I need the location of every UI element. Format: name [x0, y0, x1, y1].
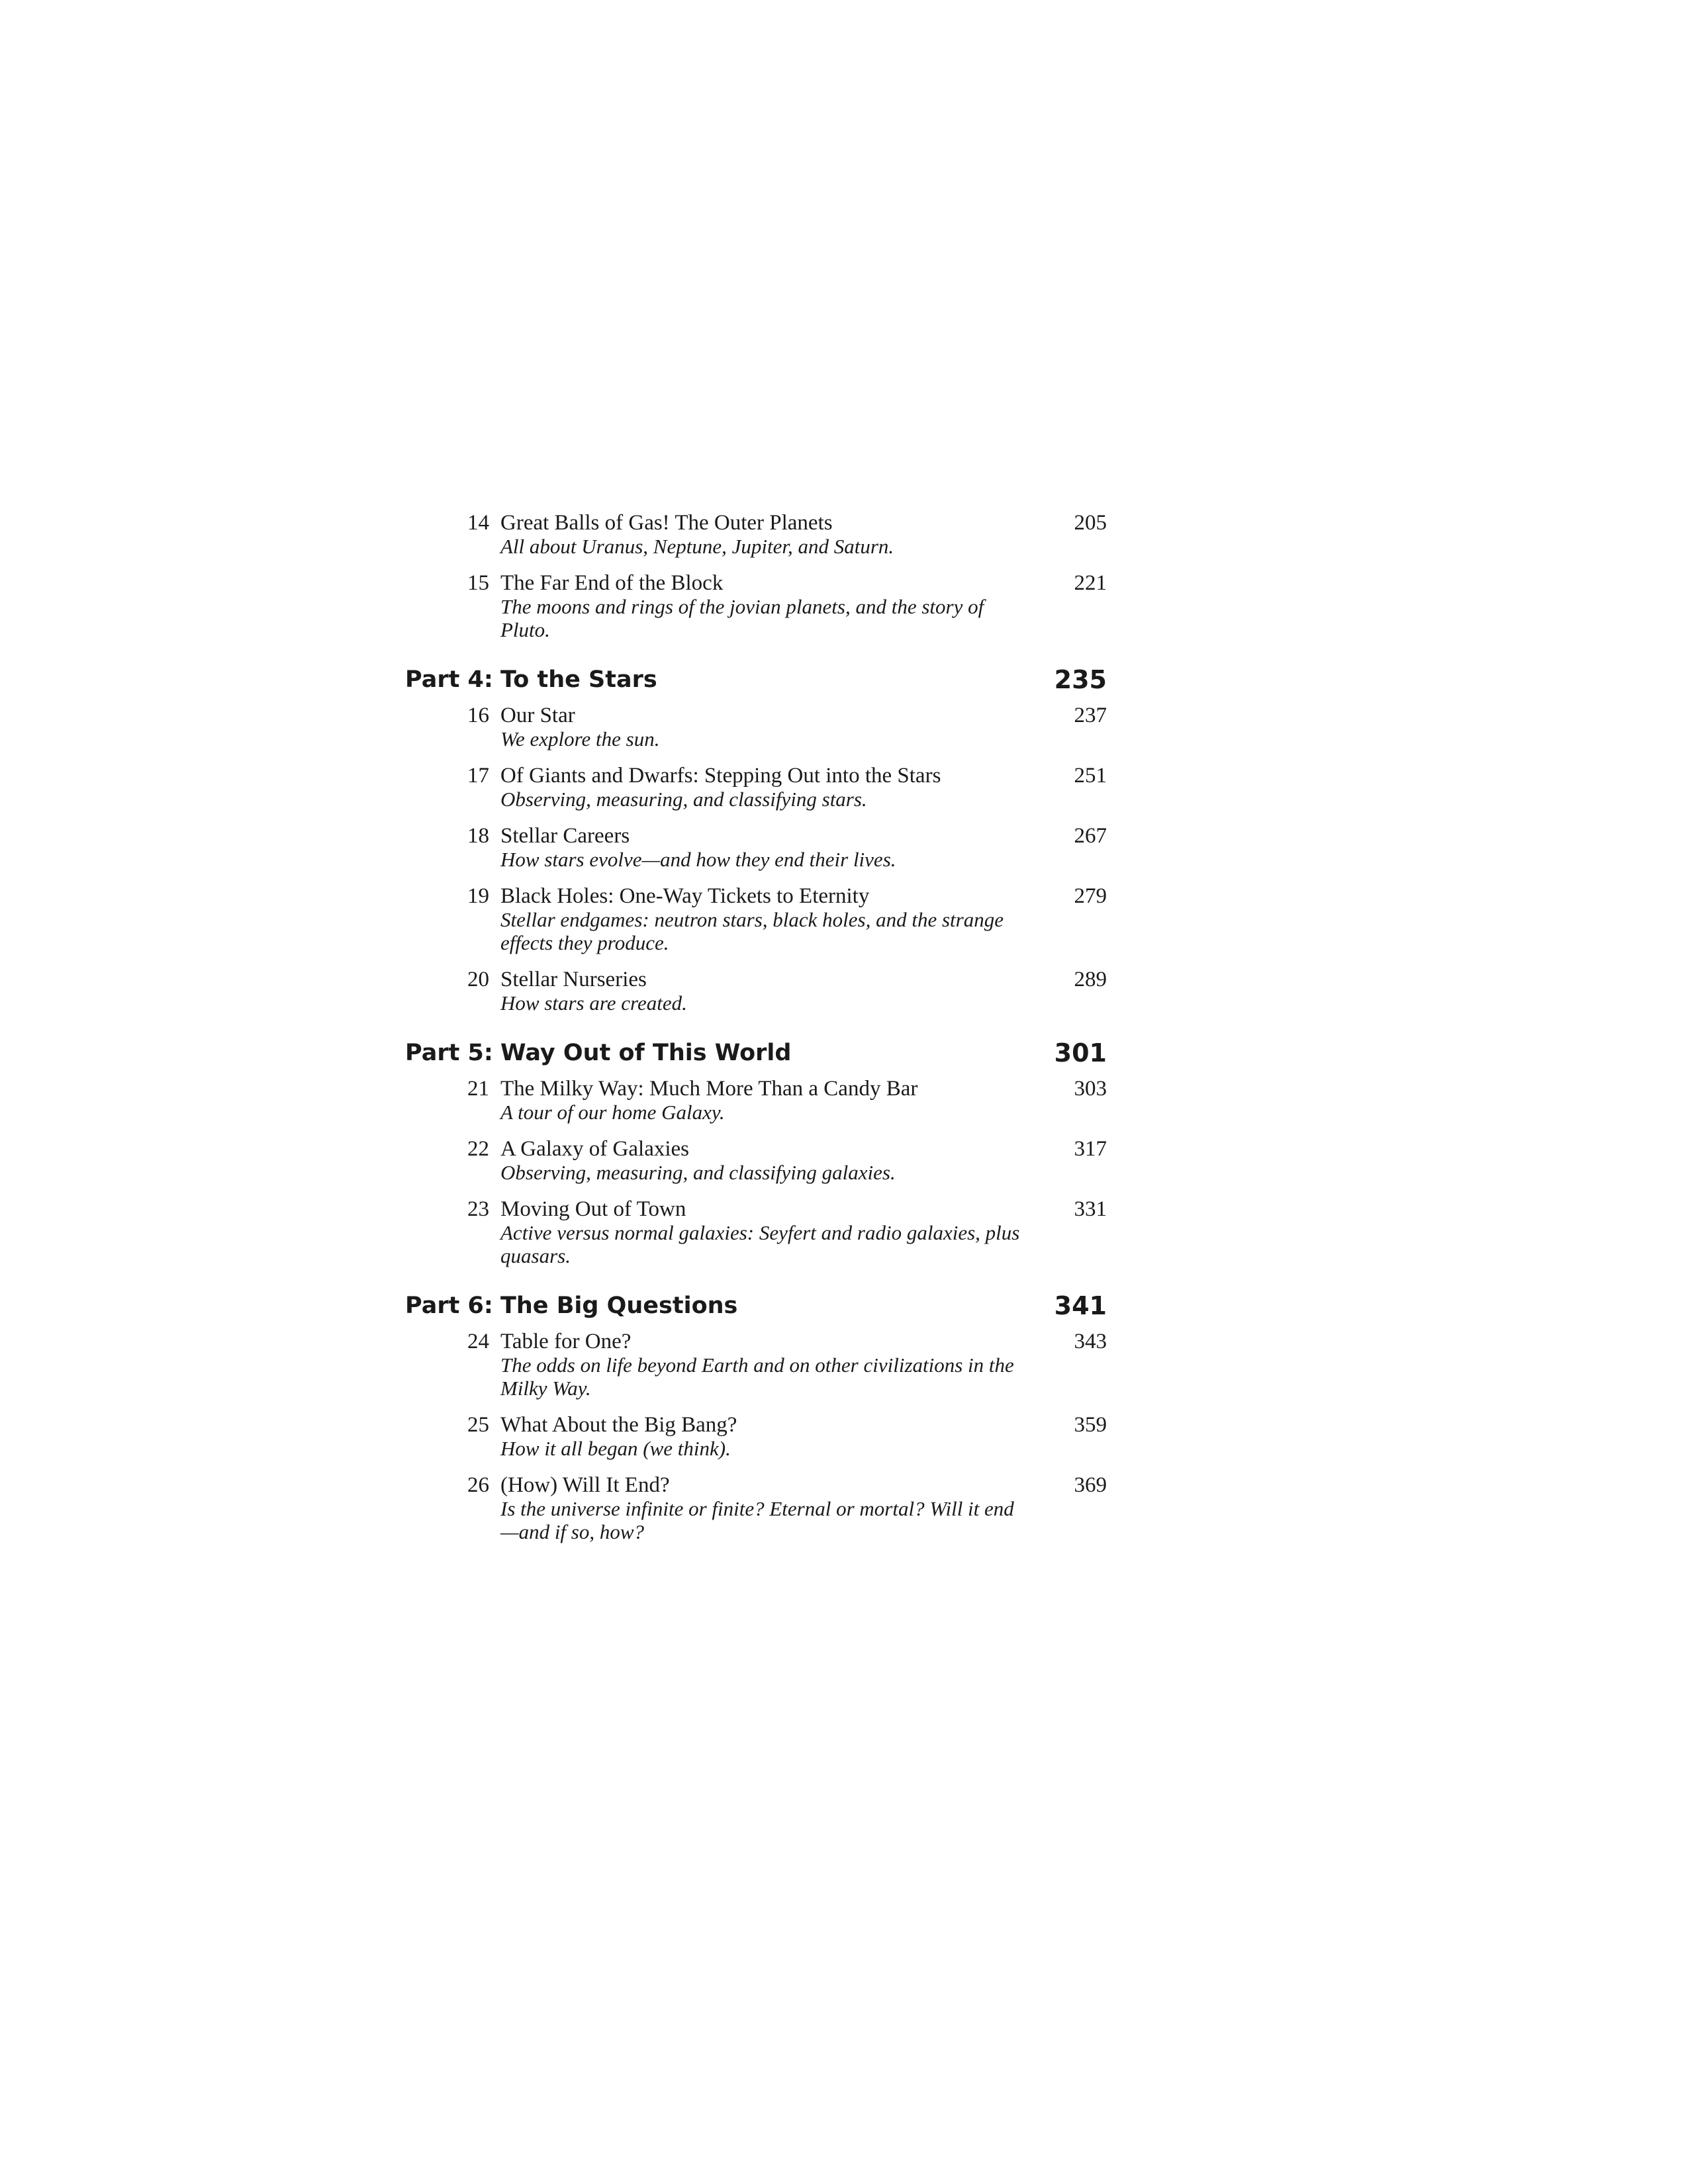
chapter-number: 21 — [467, 1077, 489, 1101]
chapter-description: How it all began (we think). — [500, 1437, 731, 1460]
chapter-description: Stellar endgames: neutron stars, black holes, and the strange effects they produce. — [500, 908, 1004, 954]
part-page-number: 341 — [1054, 1291, 1107, 1320]
chapter-description: How stars are created. — [500, 991, 687, 1015]
chapter-title: The Milky Way: Much More Than a Candy Bar — [500, 1077, 918, 1101]
chapter-description: How stars evolve—and how they end their lives. — [500, 848, 896, 871]
part-label: Part 5: — [405, 1040, 493, 1066]
chapter-number: 16 — [467, 704, 489, 727]
chapter-title: Moving Out of Town — [500, 1197, 686, 1221]
chapter-page-number: 267 — [1074, 824, 1107, 848]
chapter-title: Stellar Nurseries — [500, 968, 647, 991]
chapter-page-number: 279 — [1074, 884, 1107, 908]
chapter-number: 19 — [467, 884, 489, 908]
chapter-page-number: 251 — [1074, 764, 1107, 788]
chapter-title: A Galaxy of Galaxies — [500, 1137, 689, 1161]
chapter-title: Of Giants and Dwarfs: Stepping Out into the Stars — [500, 764, 941, 788]
chapter-page-number: 317 — [1074, 1137, 1107, 1161]
chapter-number: 25 — [467, 1413, 489, 1437]
chapter-page-number: 221 — [1074, 571, 1107, 595]
chapter-title: Table for One? — [500, 1330, 632, 1353]
part-title: To the Stars — [500, 666, 657, 693]
toc-chapter-entry — [405, 884, 1107, 954]
chapter-description: Active versus normal galaxies: Seyfert and radio galaxies, plus quasars. — [500, 1221, 1020, 1267]
chapter-description: The moons and rings of the jovian planets, and the story of Pluto. — [500, 595, 984, 641]
toc-chapter-entry — [405, 764, 1107, 811]
toc-chapter-entry — [405, 571, 1107, 641]
toc-chapter-entry — [405, 1473, 1107, 1543]
toc-chapter-entry — [405, 1413, 1107, 1460]
chapter-number: 17 — [467, 764, 489, 788]
chapter-title: Our Star — [500, 704, 575, 727]
chapter-description: Observing, measuring, and classifying stars. — [500, 788, 867, 811]
chapter-description: All about Uranus, Neptune, Jupiter, and Saturn. — [500, 535, 894, 558]
part-title: Way Out of This World — [500, 1040, 792, 1066]
part-label: Part 4: — [405, 666, 493, 693]
chapter-number: 18 — [467, 824, 489, 848]
chapter-title: Black Holes: One-Way Tickets to Eternity — [500, 884, 870, 908]
chapter-title: What About the Big Bang? — [500, 1413, 737, 1437]
chapter-title: Stellar Careers — [500, 824, 630, 848]
chapter-title: The Far End of the Block — [500, 571, 724, 595]
chapter-number: 20 — [467, 968, 489, 991]
chapter-page-number: 331 — [1074, 1197, 1107, 1221]
part-title: The Big Questions — [500, 1293, 738, 1319]
toc-chapter-entry — [405, 704, 1107, 751]
chapter-number: 15 — [467, 571, 489, 595]
toc-chapter-entry — [405, 1077, 1107, 1124]
toc-part-heading — [405, 665, 1107, 694]
chapter-page-number: 369 — [1074, 1473, 1107, 1497]
toc-chapter-entry — [405, 1197, 1107, 1267]
chapter-page-number: 359 — [1074, 1413, 1107, 1437]
chapter-title: (How) Will It End? — [500, 1473, 670, 1497]
chapter-number: 22 — [467, 1137, 489, 1161]
chapter-page-number: 237 — [1074, 704, 1107, 727]
toc-chapter-entry — [405, 1330, 1107, 1400]
toc-chapter-entry — [405, 824, 1107, 871]
chapter-title: Great Balls of Gas! The Outer Planets — [500, 511, 833, 535]
chapter-description: We explore the sun. — [500, 727, 660, 751]
toc-chapter-entry — [405, 1137, 1107, 1184]
toc-chapter-entry — [405, 968, 1107, 1015]
chapter-description: Is the universe infinite or finite? Eternal or mortal? Will it end—and if so, how? — [500, 1497, 1014, 1543]
toc-part-heading — [405, 1291, 1107, 1320]
chapter-page-number: 343 — [1074, 1330, 1107, 1353]
chapter-description: A tour of our home Galaxy. — [500, 1101, 725, 1124]
toc-part-heading — [405, 1038, 1107, 1068]
part-label: Part 6: — [405, 1293, 493, 1319]
chapter-description: Observing, measuring, and classifying galaxies. — [500, 1161, 896, 1184]
chapter-page-number: 303 — [1074, 1077, 1107, 1101]
part-page-number: 301 — [1054, 1038, 1107, 1068]
chapter-number: 23 — [467, 1197, 489, 1221]
chapter-number: 26 — [467, 1473, 489, 1497]
part-page-number: 235 — [1054, 665, 1107, 694]
chapter-page-number: 205 — [1074, 511, 1107, 535]
table-of-contents — [405, 511, 1107, 1557]
chapter-description: The odds on life beyond Earth and on other civilizations in the Milky Way. — [500, 1353, 1014, 1400]
chapter-number: 14 — [467, 511, 489, 535]
chapter-number: 24 — [467, 1330, 489, 1353]
toc-chapter-entry — [405, 511, 1107, 558]
chapter-page-number: 289 — [1074, 968, 1107, 991]
